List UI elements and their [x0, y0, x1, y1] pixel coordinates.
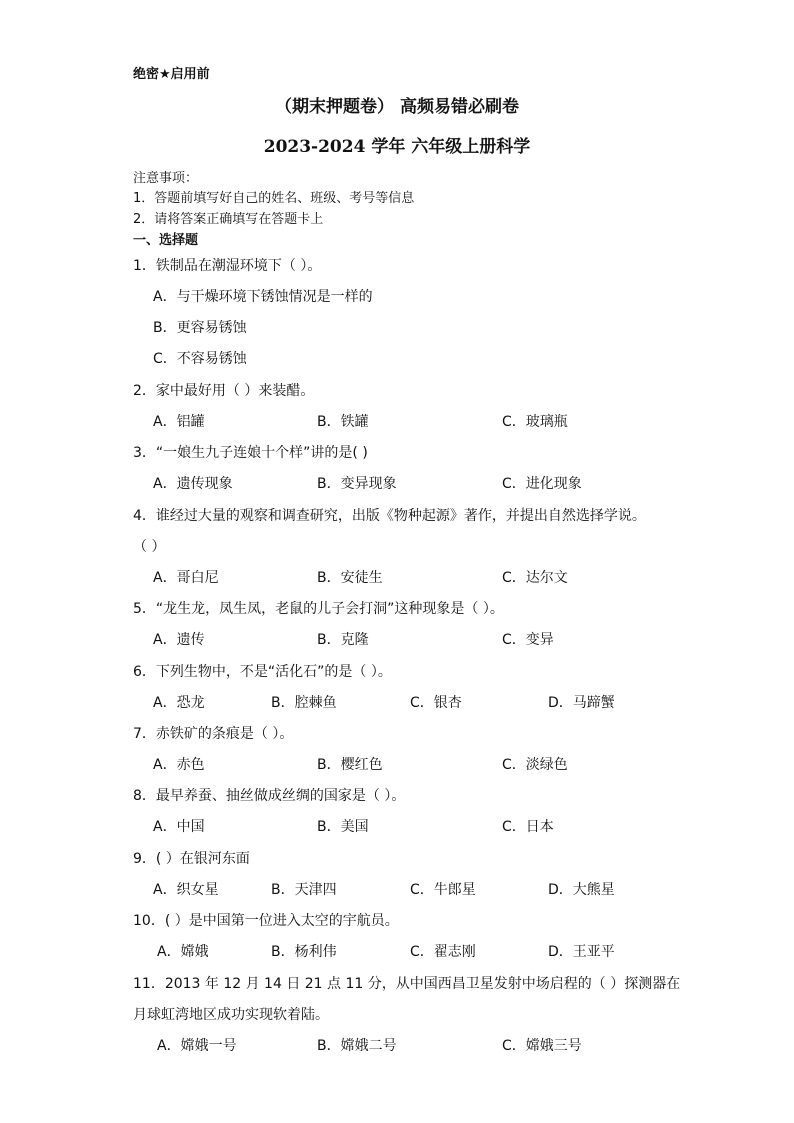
exam-title: （期末押题卷） 高频易错必刷卷	[275, 97, 519, 117]
note-item: 1．答题前填写好自己的姓名、班级、考号等信息	[133, 191, 415, 206]
question-stem-continued: 月球虹湾地区成功实现软着陆。	[133, 1007, 329, 1023]
option-text: B．铁罐	[317, 414, 369, 430]
option-text: A．嫦娥一号	[157, 1038, 237, 1054]
option-text: A．织女星	[153, 882, 219, 898]
exam-subtitle: 2023-2024 学年 六年级上册科学	[263, 137, 531, 157]
option-text: C．淡绿色	[502, 757, 568, 773]
question-stem: 10．( ）是中国第一位进入太空的宇航员。	[133, 913, 399, 929]
question-stem: 2．家中最好用（ ）来装醋。	[133, 383, 315, 399]
option-text: A．嫦娥	[157, 944, 209, 960]
option-text: C．不容易锈蚀	[153, 351, 247, 367]
option-text: D．王亚平	[548, 944, 615, 960]
option-text: D．大熊星	[548, 882, 615, 898]
section-title: 一、选择题	[133, 233, 199, 248]
option-text: B．嫦娥二号	[317, 1038, 397, 1054]
option-text: C．银杏	[410, 695, 462, 711]
question-stem: 4．谁经过大量的观察和调查研究，出版《物种起源》著作，并提出自然选择学说。	[133, 508, 646, 524]
option-text: A．中国	[153, 819, 205, 835]
option-text: C．变异	[502, 632, 554, 648]
option-text: A．哥白尼	[153, 570, 219, 586]
option-text: A．遗传现象	[153, 476, 233, 492]
option-text: C．达尔文	[502, 570, 568, 586]
question-stem: 5．“龙生龙，凤生凤，老鼠的儿子会打洞”这种现象是（ ）。	[133, 601, 504, 617]
option-text: C．玻璃瓶	[502, 414, 568, 430]
option-text: C．牛郎星	[410, 882, 476, 898]
option-text: A．与干燥环境下锈蚀情况是一样的	[153, 289, 373, 305]
option-text: B．安徒生	[317, 570, 383, 586]
question-stem: 7．赤铁矿的条痕是（ ）。	[133, 726, 294, 742]
confidential-label: 绝密★启用前	[133, 67, 210, 82]
option-text: D．马蹄蟹	[548, 695, 615, 711]
note-item: 2．请将答案正确填写在答题卡上	[133, 212, 324, 227]
option-text: A．遗传	[153, 632, 205, 648]
option-text: B．美国	[317, 819, 369, 835]
option-text: A．恐龙	[153, 695, 205, 711]
option-text: C．进化现象	[502, 476, 582, 492]
question-stem: 11．2013 年 12 月 14 日 21 点 11 分，从中国西昌卫星发射中场启程的（ ）探测器在	[133, 976, 681, 992]
option-text: B．变异现象	[317, 476, 397, 492]
option-text: B．更容易锈蚀	[153, 320, 247, 336]
option-text: A．铝罐	[153, 414, 205, 430]
option-text: B．杨利伟	[271, 944, 337, 960]
question-stem: 3．“一娘生九子连娘十个样”讲的是( )	[133, 445, 368, 461]
option-text: A．赤色	[153, 757, 205, 773]
question-stem: 1．铁制品在潮湿环境下（ ）。	[133, 258, 322, 274]
question-stem: 6．下列生物中，不是“活化石”的是（ ）。	[133, 664, 392, 680]
question-stem: 9．( ）在银河东面	[133, 851, 250, 867]
notes-heading: 注意事项：	[133, 171, 199, 186]
option-text: B．天津四	[271, 882, 337, 898]
option-text: B．克隆	[317, 632, 369, 648]
question-stem-continued: （ ）	[133, 539, 166, 555]
option-text: C．日本	[502, 819, 554, 835]
option-text: C．翟志刚	[410, 944, 476, 960]
option-text: C．嫦娥三号	[502, 1038, 582, 1054]
option-text: B．腔棘鱼	[271, 695, 337, 711]
question-stem: 8．最早养蚕、抽丝做成丝绸的国家是（ ）。	[133, 788, 406, 804]
option-text: B．樱红色	[317, 757, 383, 773]
